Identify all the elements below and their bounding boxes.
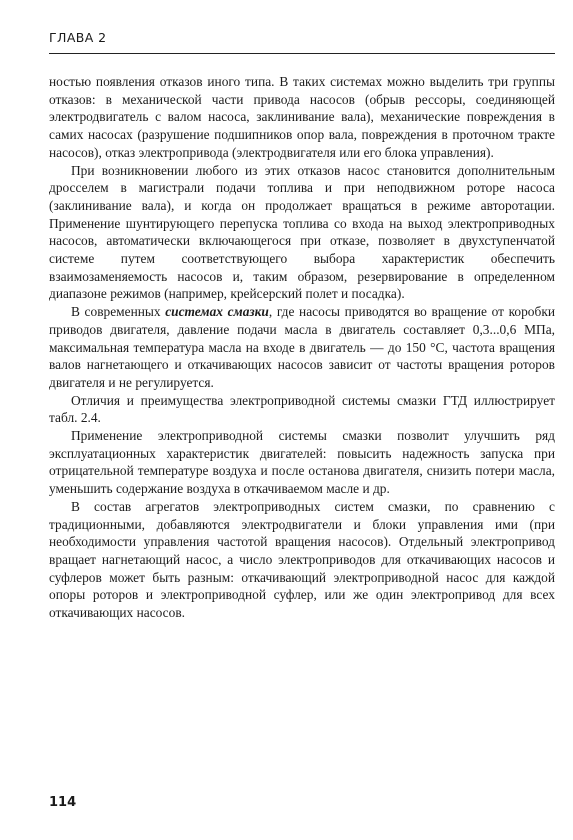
page-number: 114 [49, 795, 77, 810]
emphasized-term: системах смазки [165, 304, 269, 320]
paragraph-1: ностью появления отказов иного типа. В таких системах можно выделить три группы отказов: в механической части привода насосов (обрыв рессоры, соединяющей электродвигатель с валом насоса, заклинивание вала), механические повреждения в самих насосах (разрушение подшипников опор вала, повреждения в проточном тракте насосов), отказ электропривода (электродвигателя или его блока управления). [49, 74, 555, 160]
paragraph-3-lead: В современных [71, 304, 166, 320]
main-text [49, 73, 555, 622]
paragraph-3-rest: , где насосы приводятся во вращение от коробки приводов двигателя, давление подачи масла в двигатель составляет 0,3...0,6 МПа, максимальная температура масла на входе в двигатель — до 150 °C, частота вращения валов нагнетающего и откачивающих насосов зависит от частоты вращения роторов двигателя и не регулируется. [49, 304, 555, 390]
paragraph-4: Отличия и преимущества электроприводной системы смазки ГТД иллюстрирует табл. 2.4. [49, 392, 555, 426]
header-rule [49, 53, 555, 54]
paragraph-5: Применение электроприводной системы смазки позволит улучшить ряд эксплуатационных характеристик двигателей: повысить надежность запуска при отрицательной температуре воздуха и после останова двигателя, снизить потери масла, уменьшить содержание воздуха в откачиваемом масле и др. [49, 428, 555, 497]
paragraph-6: В состав агрегатов электроприводных систем смазки, по сравнению с традиционными, добавляются электродвигатели и блоки управления ими (при необходимости управления частотой вращения насосов). Отдельный электропривод вращает нагнетающий насос, а число электроприводов для откачивающих насосов и суфлеров может быть разным: откачивающий электроприводной насос для каждой опоры роторов и электроприводной суфлер, или же один электропривод для всех откачивающих насосов. [49, 498, 555, 621]
paragraph-3 [49, 303, 555, 392]
running-header: ГЛАВА 2 [49, 30, 107, 45]
paragraph-2: При возникновении любого из этих отказов насос становится дополнительным дросселем в магистрали подачи топлива и при неподвижном роторе насоса (заклинивание вала), и когда он продолжает вращаться в режиме авторотации. Применение шунтирующего перепуска топлива со входа на выход электроприводных насосов, автоматически включающегося при отказе, позволяет в двухступенчатой системе путем соответствующего выбора характеристик обеспечить взаимозаменяемость насосов и, таким образом, резервирование в определенном диапазоне режимов (например, крейсерский полет и посадка). [49, 162, 555, 302]
